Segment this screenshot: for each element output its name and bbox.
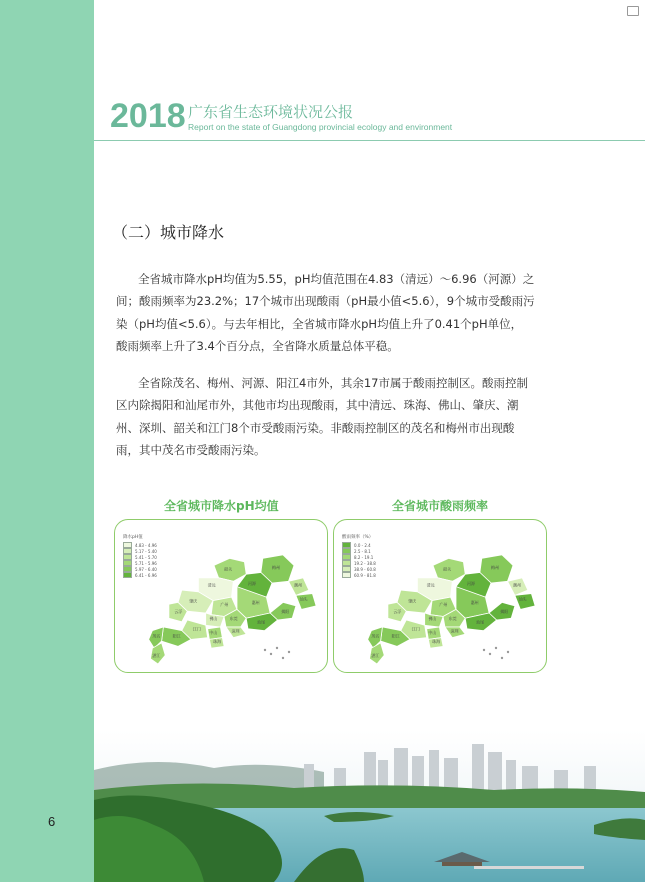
city-label: 潮州 [513,582,521,588]
page-number: 6 [48,814,56,829]
city-label: 佛山 [209,616,218,621]
city-label: 惠州 [470,600,479,606]
city-label: 茂名 [371,633,380,639]
city-label: 河源 [248,580,256,586]
map-panel-acid-rain [333,519,547,673]
city-label: 珠海 [213,638,222,644]
legend-title: 酸雨频率（%） [342,535,374,540]
city-label: 惠州 [251,600,260,606]
paragraph-line: 全省城市降水pH均值为5.55，pH均值范围在4.83（清远）～6.96（河源）之 [138,272,535,286]
city-label: 阳江 [172,633,181,639]
city-label: 佛山 [428,616,437,621]
report-title-cn: 广东省生态环境状况公报 [188,103,354,121]
island-mark [495,647,497,649]
island-mark [264,649,266,651]
map-title-acid-rain: 全省城市酸雨频率 [392,499,489,513]
city-label: 中山 [428,630,437,636]
city-label: 韶关 [224,566,233,572]
city-label: 汕尾 [476,619,485,625]
legend-swatch [342,572,351,578]
city-label: 梅州 [272,565,280,570]
city-label: 清远 [207,582,216,588]
report-title-en: Report on the state of Guangdong provincial ecology and environment [188,122,453,132]
city-label: 河源 [467,580,475,586]
city-label: 潮州 [294,582,302,588]
city-label: 韶关 [443,566,452,572]
legend-label: 38.9 - 60.8 [354,566,376,572]
island-mark [276,647,278,649]
legend-label: 0.0 - 2.4 [354,542,371,548]
paragraph-line: 酸雨频率上升了3.4个百分点，全省降水质量总体平稳。 [116,339,399,354]
legend-label: 60.9 - 81.8 [354,572,376,578]
city-label: 云浮 [174,609,183,614]
legend-label: 2.5 - 8.1 [354,548,371,554]
island-mark [282,657,284,659]
landscape-photo [94,730,645,882]
legend-row [123,572,157,578]
city-label: 汕头 [299,596,308,602]
legend-swatch [123,572,132,578]
city-label: 湛江 [152,653,161,658]
city-label: 珠海 [432,638,441,644]
city-label: 汕头 [518,596,527,602]
paragraph-1 [116,268,586,358]
city-label: 茂名 [152,633,161,639]
island-mark [489,653,491,655]
city-label: 深圳 [450,628,459,634]
city-label: 江门 [411,626,420,632]
map-legend-ph [123,534,157,578]
paragraph-line: 染（pH均值<5.6）。与去年相比，全省城市降水pH均值上升了0.41个pH单位， [116,316,523,331]
island-mark [501,657,503,659]
city-label: 揭阳 [281,609,290,614]
legend-title: 降水pH值 [123,535,143,540]
header-divider [94,140,645,141]
paragraph-line: 间；酸雨频率为23.2%；17个城市出现酸雨（pH最小值<5.6），9个城市受酸雨污 [116,294,535,309]
corner-box-icon [627,6,639,16]
legend-label: 4.83 - 4.96 [135,542,157,548]
city-label: 云浮 [393,609,402,614]
map-title-ph: 全省城市降水pH均值 [164,499,279,513]
map-legend-acid-rain [342,534,376,578]
island-mark [507,651,509,653]
city-label: 阳江 [391,633,400,639]
city-label: 梅州 [491,565,499,570]
section-title: （二）城市降水 [112,223,225,242]
city-label: 湛江 [371,653,380,658]
island-mark [270,653,272,655]
island-mark [288,651,290,653]
island-mark [483,649,485,651]
left-sidebar-band [0,0,94,882]
city-label: 江门 [192,626,201,632]
paragraph-line: 区内除揭阳和汕尾市外，其他市均出现酸雨，其中清远、珠海、佛山、肇庆、潮 [116,398,519,413]
paragraph-line: 雨，其中茂名市受酸雨污染。 [116,443,266,458]
legend-label: 8.2 - 19.1 [354,554,374,560]
city-label: 肇庆 [189,598,198,604]
legend-label: 19.2 - 38.8 [354,560,376,566]
legend-label: 5.41 - 5.70 [135,554,157,560]
paragraph-line: 全省除茂名、梅州、河源、阳江4市外，其余17市属于酸雨控制区。酸雨控制 [138,376,528,390]
city-label: 深圳 [231,628,240,634]
city-label: 中山 [209,630,218,636]
city-label: 广州 [220,601,229,607]
city-label: 汕尾 [257,619,266,625]
legend-row [342,572,376,578]
legend-label: 5.97 - 6.40 [135,566,157,572]
city-label: 清远 [426,582,435,588]
city-label: 东莞 [229,616,238,621]
city-label: 广州 [439,601,448,607]
legend-label: 6.41 - 6.96 [135,572,157,578]
paragraph-line: 州、深圳、韶关和江门8个市受酸雨污染。非酸雨控制区的茂名和梅州市出现酸 [116,420,515,435]
legend-label: 5.71 - 5.96 [135,560,157,566]
city-label: 肇庆 [408,598,417,604]
city-label: 东莞 [448,616,457,621]
paragraph-2 [116,372,586,462]
city-label: 揭阳 [500,609,509,614]
report-year: 2018 [110,97,186,135]
map-panel-ph [114,519,328,673]
legend-label: 5.17 - 5.40 [135,548,157,554]
